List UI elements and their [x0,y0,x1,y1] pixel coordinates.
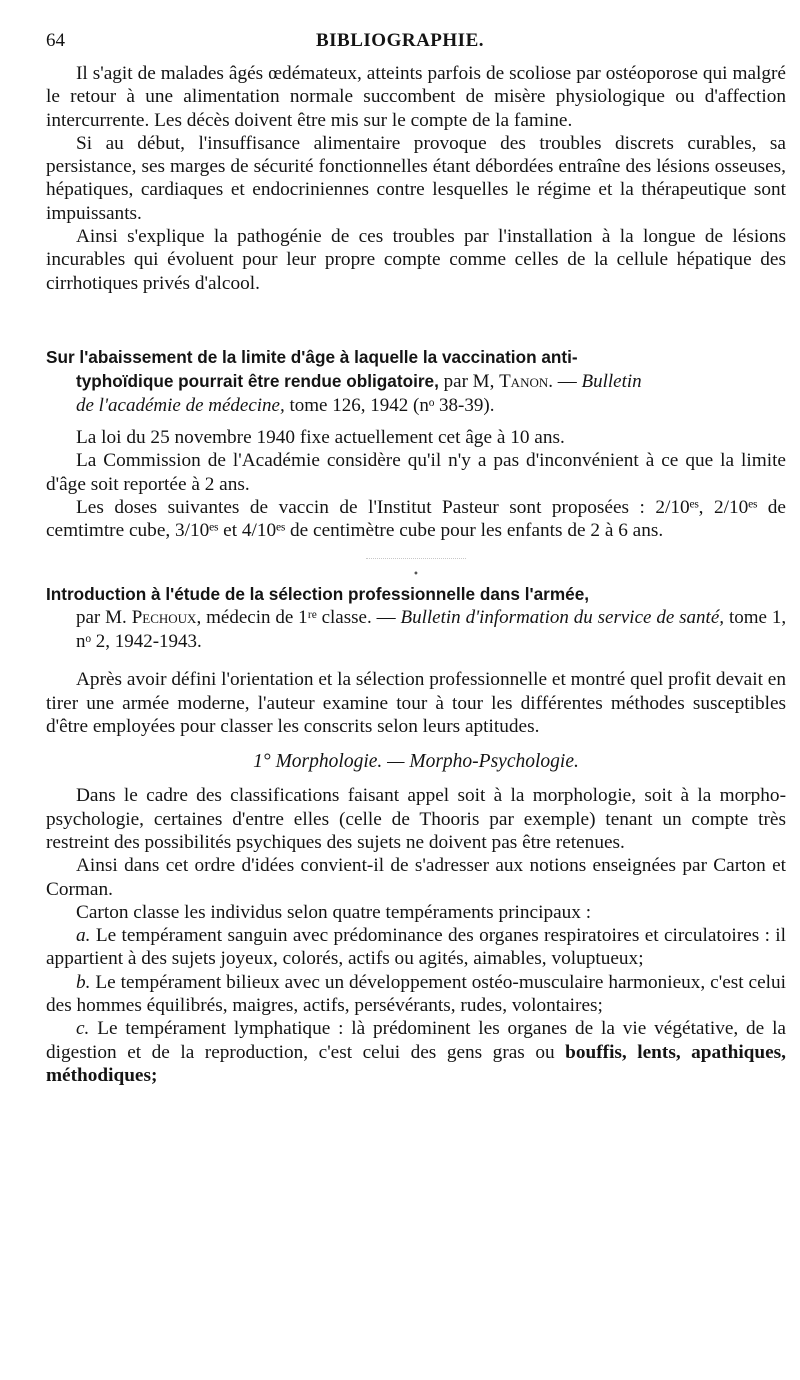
citation-dash: — [376,607,396,629]
article-heading [46,345,786,418]
list-item-label: b. [76,971,91,993]
paragraph: Carton classe les individus selon quatre tempéraments principaux : [76,901,592,923]
author-name: Pechoux, [131,607,202,629]
list-item-text: Le tempérament bilieux avec un développement ostéo-musculaire harmonieux, c'est celui des hommes équilibrés, maigres, actifs, persévérants, rudes, volontaires; [46,971,786,1017]
paragraph: La loi du 25 novembre 1940 fixe actuellement cet âge à 10 ans. [76,426,565,448]
list-item-label: a. [76,925,91,947]
article-heading [46,582,786,654]
author-rank: médecin de 1ʳᵉ classe. [206,607,372,629]
paragraph: Après avoir défini l'orientation et la sélection professionnelle et montré quel profit devait en tirer une armée moderne, l'auteur examine tour à tour les différentes méthodes susceptibles d'être employées pour classer les conscrits selon leurs aptitudes. [46,669,786,738]
subsection-title: Morphologie. — Morpho-Psychologie. [275,751,579,773]
article-pechoux [46,582,786,1087]
article-tanon [46,345,786,542]
subsection-number: 1° [253,751,271,773]
list-item-text: Le tempérament sanguin avec prédominance des organes respiratoires et circulatoires : il appartient à des sujets joyeux, colorés, actifs ou agités, aimables, voluptueux; [46,925,787,970]
journal-name: Bulletin d'information du service de santé, [400,607,725,629]
page-body [46,62,786,1087]
article-title-line: Introduction à l'étude de la sélection professionnelle dans l'armée, [46,584,590,605]
paragraph: Si au début, l'insuffisance alimentaire provoque des troubles discrets curables, sa persistance, ses marges de sécurité fonctionnelles étant débordées entraîne des lésions osseuses, hépatiques, cardiaques et endocriniennes contre lesquelles le régime et la thérapeutique sont impuissants. [46,132,786,224]
intro-section [46,62,786,295]
journal-name-cont: de l'académie de médecine, [76,394,285,416]
citation-dash: — [557,370,577,392]
paragraph: Ainsi s'explique la pathogénie de ces troubles par l'installation à la longue de lésions incurables qui évoluent pour leur propre compte comme celles de la cellule hépatique des cirrhotiques privés d'alcool. [46,226,786,294]
author-prefix: par M. [76,607,127,629]
list-item [46,971,786,1018]
author-prefix: par M, [443,370,495,392]
paragraph: Il s'agit de malades âgés œdémateux, atteints parfois de scoliose par ostéoporose qui malgré le retour à une alimentation normale succombent de misère physiologique ou d'affection intercurrente. Les décès doivent être mis sur le compte de la famine. [46,63,786,131]
page-number: 64 [46,30,65,51]
paragraph: Les doses suivantes de vaccin de l'Institut Pasteur sont proposées : 2/10ᵉˢ, 2/10ᵉˢ de cemtimtre cube, 3/10ᵉˢ et 4/10ᵉˢ de centimètre cube pour les enfants de 2 à 6 ans. [46,496,786,542]
running-header [46,30,754,54]
list-item-label: c. [76,1018,90,1040]
journal-name: Bulletin [581,370,642,392]
list-item [46,924,786,971]
list-item-text: Le tempérament lymphatique : là prédominent les organes de la vie végétative, de la digestion et de la reproduction, c'est celui des gens gras ou [46,1018,786,1063]
author-name: Tanon. [499,370,553,392]
list-item [46,1017,786,1087]
article-title-line: Sur l'abaissement de la limite d'âge à laquelle la vaccination anti- [46,346,578,367]
paragraph: Dans le cadre des classifications faisant appel soit à la morphologie, soit à la morpho-psychologie, certaines d'entre elles (celle de Thooris par exemple) tenant un compte très restreint des possibilités psychiques des sujets ne doivent pas être retenues. [46,785,786,853]
subsection-heading [46,750,786,774]
article-title-line: typhoïdique pourrait être rendue obligatoire, [76,370,439,391]
paragraph: Ainsi dans cet ordre d'idées convient-il de s'adresser aux notions enseignées par Carton et Corman. [46,855,786,900]
list-item-text-bold: bouffis, lents, apathiques, méthodiques; [46,1041,787,1086]
separator-dot: • [413,569,419,581]
citation-ref: tome 126, 1942 (nᵒ 38-39). [289,394,495,416]
running-title: BIBLIOGRAPHIE. [315,30,484,51]
citation-ref: tome 1, nᵒ 2, 1942-1943. [76,607,787,653]
paragraph: La Commission de l'Académie considère qu'il n'y a pas d'inconvénient à ce que la limite d'âge soit reportée à 2 ans. [46,450,786,495]
